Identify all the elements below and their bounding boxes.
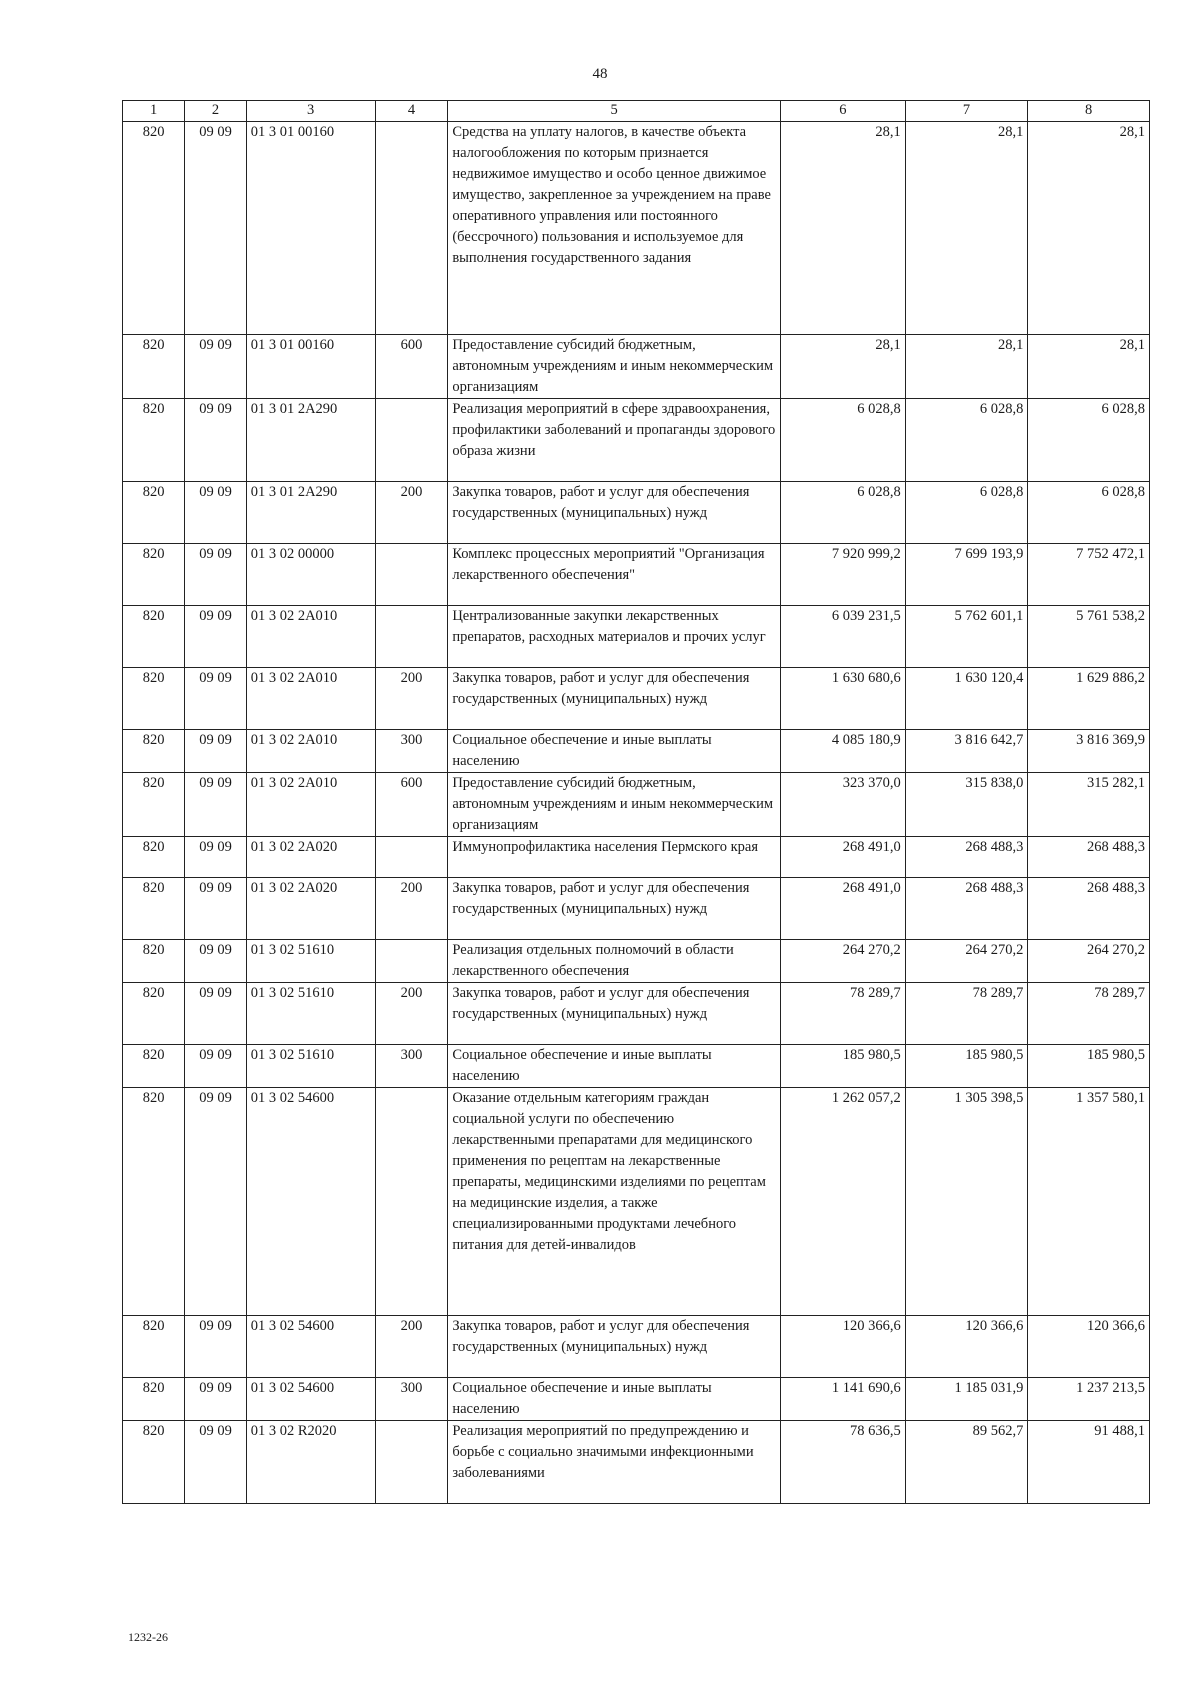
table-row	[123, 773, 1150, 837]
amount-year1-cell: 7 920 999,2	[780, 544, 905, 606]
expense-type-cell	[375, 940, 448, 983]
target-article-cell: 01 3 02 51610	[246, 940, 375, 983]
amount-year2-cell: 6 028,8	[905, 482, 1028, 544]
expense-type-cell: 200	[375, 878, 448, 940]
expense-type-cell: 600	[375, 773, 448, 837]
expense-type-cell: 300	[375, 1045, 448, 1088]
header-cell: 6	[780, 101, 905, 122]
amount-year2-cell: 6 028,8	[905, 399, 1028, 482]
amount-year3-cell: 315 282,1	[1028, 773, 1150, 837]
amount-year1-cell: 6 028,8	[780, 399, 905, 482]
description-cell: Реализация отдельных полномочий в области лекарственного обеспечения	[448, 940, 781, 983]
expense-type-cell: 200	[375, 983, 448, 1045]
expense-type-cell: 300	[375, 1378, 448, 1421]
admin-code-cell: 820	[123, 878, 185, 940]
amount-year2-cell: 268 488,3	[905, 878, 1028, 940]
table-row	[123, 1316, 1150, 1378]
description-cell: Социальное обеспечение и иные выплаты населению	[448, 1045, 781, 1088]
amount-year3-cell: 1 357 580,1	[1028, 1088, 1150, 1316]
description-cell: Предоставление субсидий бюджетным, автономным учреждениям и иным некоммерческим организациям	[448, 335, 781, 399]
amount-year1-cell: 78 289,7	[780, 983, 905, 1045]
expense-type-cell: 600	[375, 335, 448, 399]
description-cell: Централизованные закупки лекарственных препаратов, расходных материалов и прочих услуг	[448, 606, 781, 668]
amount-year3-cell: 268 488,3	[1028, 837, 1150, 878]
amount-year1-cell: 78 636,5	[780, 1421, 905, 1504]
header-cell: 3	[246, 101, 375, 122]
target-article-cell: 01 3 02 51610	[246, 1045, 375, 1088]
amount-year2-cell: 1 305 398,5	[905, 1088, 1028, 1316]
amount-year1-cell: 28,1	[780, 122, 905, 335]
amount-year1-cell: 6 039 231,5	[780, 606, 905, 668]
expense-type-cell	[375, 399, 448, 482]
description-cell: Предоставление субсидий бюджетным, автономным учреждениям и иным некоммерческим организациям	[448, 773, 781, 837]
amount-year2-cell: 7 699 193,9	[905, 544, 1028, 606]
target-article-cell: 01 3 02 2А010	[246, 606, 375, 668]
header-row	[123, 101, 1150, 122]
amount-year3-cell: 120 366,6	[1028, 1316, 1150, 1378]
table-row	[123, 335, 1150, 399]
expense-type-cell	[375, 544, 448, 606]
section-code-cell: 09 09	[185, 1421, 246, 1504]
description-cell: Закупка товаров, работ и услуг для обеспечения государственных (муниципальных) нужд	[448, 668, 781, 730]
amount-year1-cell: 264 270,2	[780, 940, 905, 983]
header-cell: 1	[123, 101, 185, 122]
amount-year3-cell: 5 761 538,2	[1028, 606, 1150, 668]
admin-code-cell: 820	[123, 983, 185, 1045]
section-code-cell: 09 09	[185, 606, 246, 668]
table-row	[123, 1088, 1150, 1316]
amount-year1-cell: 1 630 680,6	[780, 668, 905, 730]
section-code-cell: 09 09	[185, 544, 246, 606]
amount-year1-cell: 323 370,0	[780, 773, 905, 837]
amount-year1-cell: 1 141 690,6	[780, 1378, 905, 1421]
admin-code-cell: 820	[123, 606, 185, 668]
table-row	[123, 837, 1150, 878]
admin-code-cell: 820	[123, 730, 185, 773]
table-row	[123, 606, 1150, 668]
amount-year3-cell: 1 629 886,2	[1028, 668, 1150, 730]
section-code-cell: 09 09	[185, 1378, 246, 1421]
admin-code-cell: 820	[123, 1316, 185, 1378]
amount-year1-cell: 268 491,0	[780, 837, 905, 878]
section-code-cell: 09 09	[185, 1088, 246, 1316]
page-number: 48	[592, 66, 608, 82]
target-article-cell: 01 3 01 00160	[246, 122, 375, 335]
amount-year1-cell: 1 262 057,2	[780, 1088, 905, 1316]
amount-year2-cell: 1 185 031,9	[905, 1378, 1028, 1421]
header-cell: 8	[1028, 101, 1150, 122]
budget-table	[122, 100, 1150, 1504]
section-code-cell: 09 09	[185, 1045, 246, 1088]
amount-year1-cell: 6 028,8	[780, 482, 905, 544]
section-code-cell: 09 09	[185, 940, 246, 983]
target-article-cell: 01 3 02 2А010	[246, 730, 375, 773]
section-code-cell: 09 09	[185, 122, 246, 335]
header-cell: 2	[185, 101, 246, 122]
expense-type-cell: 300	[375, 730, 448, 773]
expense-type-cell	[375, 1421, 448, 1504]
admin-code-cell: 820	[123, 940, 185, 983]
section-code-cell: 09 09	[185, 1316, 246, 1378]
admin-code-cell: 820	[123, 773, 185, 837]
target-article-cell: 01 3 02 R2020	[246, 1421, 375, 1504]
description-cell: Закупка товаров, работ и услуг для обеспечения государственных (муниципальных) нужд	[448, 1316, 781, 1378]
admin-code-cell: 820	[123, 1045, 185, 1088]
amount-year2-cell: 120 366,6	[905, 1316, 1028, 1378]
section-code-cell: 09 09	[185, 730, 246, 773]
amount-year2-cell: 185 980,5	[905, 1045, 1028, 1088]
admin-code-cell: 820	[123, 837, 185, 878]
document-code: 1232-26	[128, 1630, 168, 1644]
admin-code-cell: 820	[123, 482, 185, 544]
amount-year1-cell: 28,1	[780, 335, 905, 399]
admin-code-cell: 820	[123, 122, 185, 335]
table-row	[123, 1378, 1150, 1421]
description-cell: Социальное обеспечение и иные выплаты населению	[448, 1378, 781, 1421]
table-row	[123, 544, 1150, 606]
section-code-cell: 09 09	[185, 773, 246, 837]
expense-type-cell	[375, 1088, 448, 1316]
description-cell: Закупка товаров, работ и услуг для обеспечения государственных (муниципальных) нужд	[448, 983, 781, 1045]
table-row	[123, 122, 1150, 335]
table-row	[123, 1045, 1150, 1088]
table-row	[123, 1421, 1150, 1504]
amount-year2-cell: 5 762 601,1	[905, 606, 1028, 668]
section-code-cell: 09 09	[185, 983, 246, 1045]
section-code-cell: 09 09	[185, 878, 246, 940]
amount-year2-cell: 28,1	[905, 122, 1028, 335]
description-cell: Закупка товаров, работ и услуг для обеспечения государственных (муниципальных) нужд	[448, 878, 781, 940]
target-article-cell: 01 3 02 2А010	[246, 668, 375, 730]
amount-year1-cell: 185 980,5	[780, 1045, 905, 1088]
amount-year3-cell: 6 028,8	[1028, 482, 1150, 544]
expense-type-cell: 200	[375, 668, 448, 730]
target-article-cell: 01 3 02 54600	[246, 1088, 375, 1316]
amount-year3-cell: 185 980,5	[1028, 1045, 1150, 1088]
admin-code-cell: 820	[123, 335, 185, 399]
amount-year3-cell: 28,1	[1028, 335, 1150, 399]
amount-year3-cell: 264 270,2	[1028, 940, 1150, 983]
admin-code-cell: 820	[123, 1421, 185, 1504]
amount-year2-cell: 28,1	[905, 335, 1028, 399]
amount-year3-cell: 3 816 369,9	[1028, 730, 1150, 773]
amount-year2-cell: 1 630 120,4	[905, 668, 1028, 730]
table-row	[123, 878, 1150, 940]
amount-year3-cell: 91 488,1	[1028, 1421, 1150, 1504]
amount-year1-cell: 120 366,6	[780, 1316, 905, 1378]
target-article-cell: 01 3 01 00160	[246, 335, 375, 399]
table-row	[123, 983, 1150, 1045]
description-cell: Иммунопрофилактика населения Пермского края	[448, 837, 781, 878]
description-cell: Оказание отдельным категориям граждан социальной услуги по обеспечению лекарственными препаратами для медицинского применения по рецептам на лекарственные препараты, медицинскими изделиями по рецептам на медицинские изделия, а также специализированными продуктами лечебного питания для детей-инвалидов	[448, 1088, 781, 1316]
target-article-cell: 01 3 02 54600	[246, 1378, 375, 1421]
amount-year1-cell: 268 491,0	[780, 878, 905, 940]
target-article-cell: 01 3 02 00000	[246, 544, 375, 606]
section-code-cell: 09 09	[185, 837, 246, 878]
amount-year2-cell: 315 838,0	[905, 773, 1028, 837]
description-cell: Комплекс процессных мероприятий "Организация лекарственного обеспечения"	[448, 544, 781, 606]
target-article-cell: 01 3 02 2А010	[246, 773, 375, 837]
section-code-cell: 09 09	[185, 668, 246, 730]
amount-year3-cell: 78 289,7	[1028, 983, 1150, 1045]
expense-type-cell: 200	[375, 1316, 448, 1378]
description-cell: Закупка товаров, работ и услуг для обеспечения государственных (муниципальных) нужд	[448, 482, 781, 544]
admin-code-cell: 820	[123, 668, 185, 730]
amount-year3-cell: 268 488,3	[1028, 878, 1150, 940]
table-row	[123, 730, 1150, 773]
expense-type-cell: 200	[375, 482, 448, 544]
section-code-cell: 09 09	[185, 482, 246, 544]
amount-year3-cell: 7 752 472,1	[1028, 544, 1150, 606]
section-code-cell: 09 09	[185, 399, 246, 482]
table-row	[123, 482, 1150, 544]
amount-year2-cell: 89 562,7	[905, 1421, 1028, 1504]
admin-code-cell: 820	[123, 1378, 185, 1421]
amount-year2-cell: 268 488,3	[905, 837, 1028, 878]
description-cell: Социальное обеспечение и иные выплаты населению	[448, 730, 781, 773]
expense-type-cell	[375, 606, 448, 668]
amount-year3-cell: 6 028,8	[1028, 399, 1150, 482]
target-article-cell: 01 3 02 54600	[246, 1316, 375, 1378]
header-cell: 7	[905, 101, 1028, 122]
expense-type-cell	[375, 122, 448, 335]
table-row	[123, 940, 1150, 983]
description-cell: Средства на уплату налогов, в качестве объекта налогообложения по которым признается недвижимое имущество и особо ценное движимое имущество, закрепленное за учреждением на праве оперативного управления или постоянного (бессрочного) пользования и используемое для выполнения государственного задания	[448, 122, 781, 335]
target-article-cell: 01 3 01 2А290	[246, 399, 375, 482]
target-article-cell: 01 3 02 2А020	[246, 837, 375, 878]
expense-type-cell	[375, 837, 448, 878]
admin-code-cell: 820	[123, 1088, 185, 1316]
table-row	[123, 668, 1150, 730]
admin-code-cell: 820	[123, 399, 185, 482]
target-article-cell: 01 3 02 51610	[246, 983, 375, 1045]
header-cell: 5	[448, 101, 781, 122]
amount-year2-cell: 264 270,2	[905, 940, 1028, 983]
target-article-cell: 01 3 01 2А290	[246, 482, 375, 544]
amount-year3-cell: 28,1	[1028, 122, 1150, 335]
description-cell: Реализация мероприятий по предупреждению и борьбе с социально значимыми инфекционными заболеваниями	[448, 1421, 781, 1504]
table-row	[123, 399, 1150, 482]
amount-year1-cell: 4 085 180,9	[780, 730, 905, 773]
amount-year3-cell: 1 237 213,5	[1028, 1378, 1150, 1421]
admin-code-cell: 820	[123, 544, 185, 606]
target-article-cell: 01 3 02 2А020	[246, 878, 375, 940]
amount-year2-cell: 78 289,7	[905, 983, 1028, 1045]
description-cell: Реализация мероприятий в сфере здравоохранения, профилактики заболеваний и пропаганды здорового образа жизни	[448, 399, 781, 482]
section-code-cell: 09 09	[185, 335, 246, 399]
header-cell: 4	[375, 101, 448, 122]
amount-year2-cell: 3 816 642,7	[905, 730, 1028, 773]
